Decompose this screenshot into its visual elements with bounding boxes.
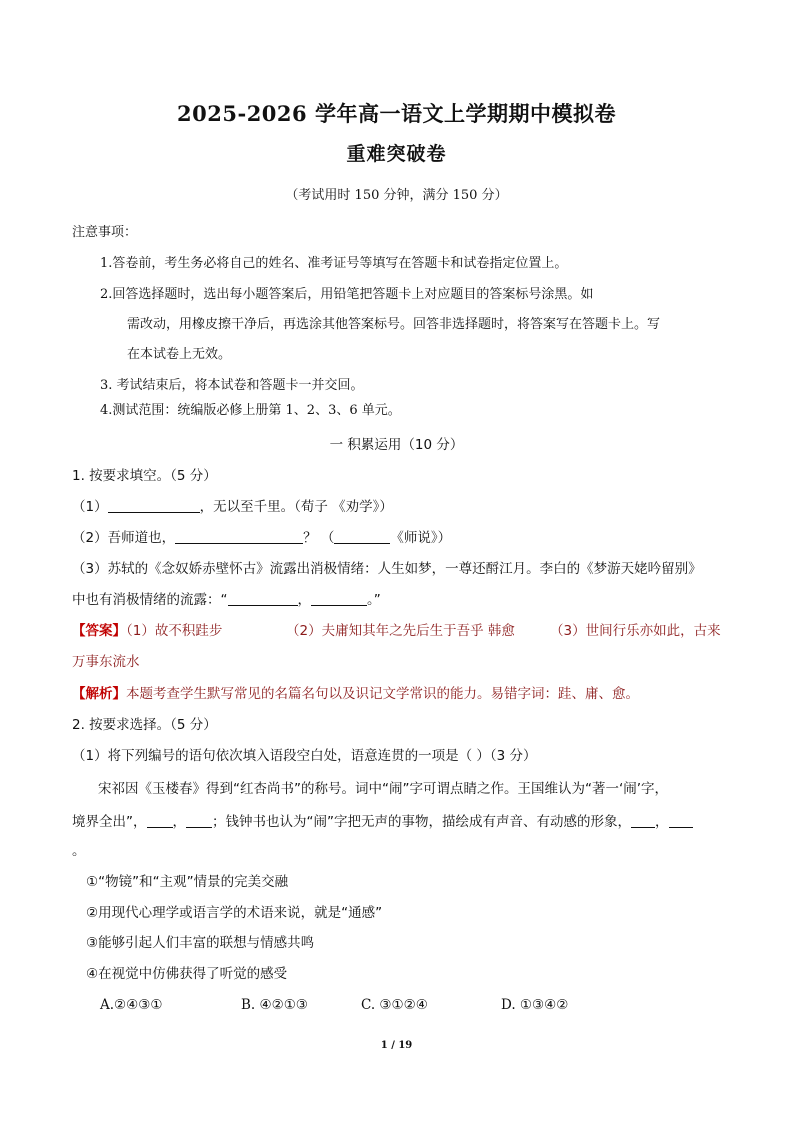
answer-blank	[108, 500, 200, 513]
part-2-mid: ？ （	[303, 530, 335, 546]
option-4: ④在视觉中仿佛获得了听觉的感受	[86, 966, 288, 982]
question-2-stem: 2. 按要求选择。（5 分）	[72, 717, 217, 733]
note-item-1: 1.答卷前，考生务必将自己的姓名、准考证号等填写在答题卡和试卷指定位置上。	[100, 256, 568, 271]
answer-continuation: 万事东流水	[72, 654, 140, 670]
question-2-sub-1: （1）将下列编号的语句依次填入语段空白处，语意连贯的一项是（ ）（3 分）	[72, 748, 537, 764]
answer-blank	[175, 531, 303, 544]
answer-part-2: （2）夫庸知其年之先后生于吾乎 韩愈	[286, 623, 515, 639]
page-subtitle: 重难突破卷	[346, 143, 447, 165]
part-2-prefix: （2）吾师道也，	[72, 530, 176, 546]
part-2-suffix: 《师说》）	[390, 530, 452, 546]
option-1: ①“物镜”和“主观”情景的完美交融	[86, 874, 289, 890]
answer-blank	[334, 531, 390, 544]
note-item-3: 3. 考试结束后，将本试卷和答题卡一并交回。	[100, 378, 364, 393]
answer-blank	[228, 593, 298, 606]
question-1-part-1	[72, 500, 393, 515]
note-item-2-line-3: 在本试卷上无效。	[127, 347, 232, 362]
answer-blank	[631, 815, 655, 828]
option-2: ②用现代心理学或语言学的术语来说，就是“通感”	[86, 905, 383, 921]
note-item-2-line-1: 2.回答选择题时，选出每小题答案后，用铅笔把答题卡上对应题目的答案标号涂黑。如	[100, 287, 594, 302]
choice-c: C. ③①②④	[361, 997, 428, 1013]
question-1-part-3-line-1: （3）苏轼的《念奴娇赤壁怀古》流露出消极情绪：人生如梦，一尊还酹江月。李白的《梦游天姥吟留别》	[72, 561, 702, 577]
passage-line-3: 。	[72, 843, 86, 859]
analysis-tag: 【解析】	[72, 686, 126, 702]
answer-blank	[147, 815, 173, 828]
note-item-2-line-2: 需改动，用橡皮擦干净后，再选涂其他答案标号。回答非选择题时，将答案写在答题卡上。写	[127, 317, 661, 332]
answer-blank	[311, 593, 367, 606]
answer-tag: 【答案】	[72, 623, 126, 639]
part-3-prefix: 中也有消极情绪的流露：“	[72, 592, 228, 608]
answer-part-3: （3）世间行乐亦如此，古来	[550, 623, 721, 639]
note-item-4: 4.测试范围：统编版必修上册第 1、2、3、6 单元。	[100, 403, 401, 418]
answer-part-1: （1）故不积跬步	[126, 623, 223, 639]
page-number: 1 / 19	[380, 1040, 413, 1051]
passage-d: ，	[655, 814, 669, 830]
part-1-suffix: ，无以至千里。（荀子 《劝学》）	[199, 499, 393, 515]
option-3: ③能够引起人们丰富的联想与情感共鸣	[86, 935, 315, 951]
choice-b: B. ④②①③	[241, 997, 308, 1013]
passage-b: ，	[172, 814, 186, 830]
notes-heading: 注意事项：	[72, 225, 138, 240]
exam-info: （考试用时 150 分钟，满分 150 分）	[285, 188, 508, 203]
answer-line	[72, 625, 222, 639]
choice-d: D. ①③④②	[501, 997, 569, 1013]
answer-blank	[669, 815, 693, 828]
passage-c: ；钱钟书也认为“闹”字把无声的事物，描绘成有声音、有动感的形象，	[212, 814, 631, 830]
question-1-stem: 1. 按要求填空。（5 分）	[72, 468, 217, 484]
answer-blank	[186, 815, 212, 828]
passage-a: 境界全出”，	[72, 814, 147, 830]
page-title: 2025-2026 学年高一语文上学期期中模拟卷	[177, 101, 616, 126]
analysis-text: 本题考查学生默写常见的名篇名句以及识记文学常识的能力。易错字词：跬、庸、愈。	[126, 686, 639, 702]
part-1-prefix: （1）	[72, 499, 108, 515]
passage-line-2	[72, 815, 693, 830]
part-3-suffix: 。”	[367, 592, 381, 608]
section-heading: 一 积累运用（10 分）	[329, 437, 464, 453]
choice-a: A.②④③①	[100, 997, 163, 1013]
question-1-part-3-line-2	[72, 593, 381, 608]
passage-line-1: 宋祁因《玉楼春》得到“红杏尚书”的称号。词中“闹”字可谓点睛之作。王国维认为“著一‘闹’字，	[98, 781, 669, 797]
analysis-line	[72, 688, 639, 702]
question-1-part-2	[72, 531, 451, 546]
part-3-comma: ，	[297, 592, 311, 608]
